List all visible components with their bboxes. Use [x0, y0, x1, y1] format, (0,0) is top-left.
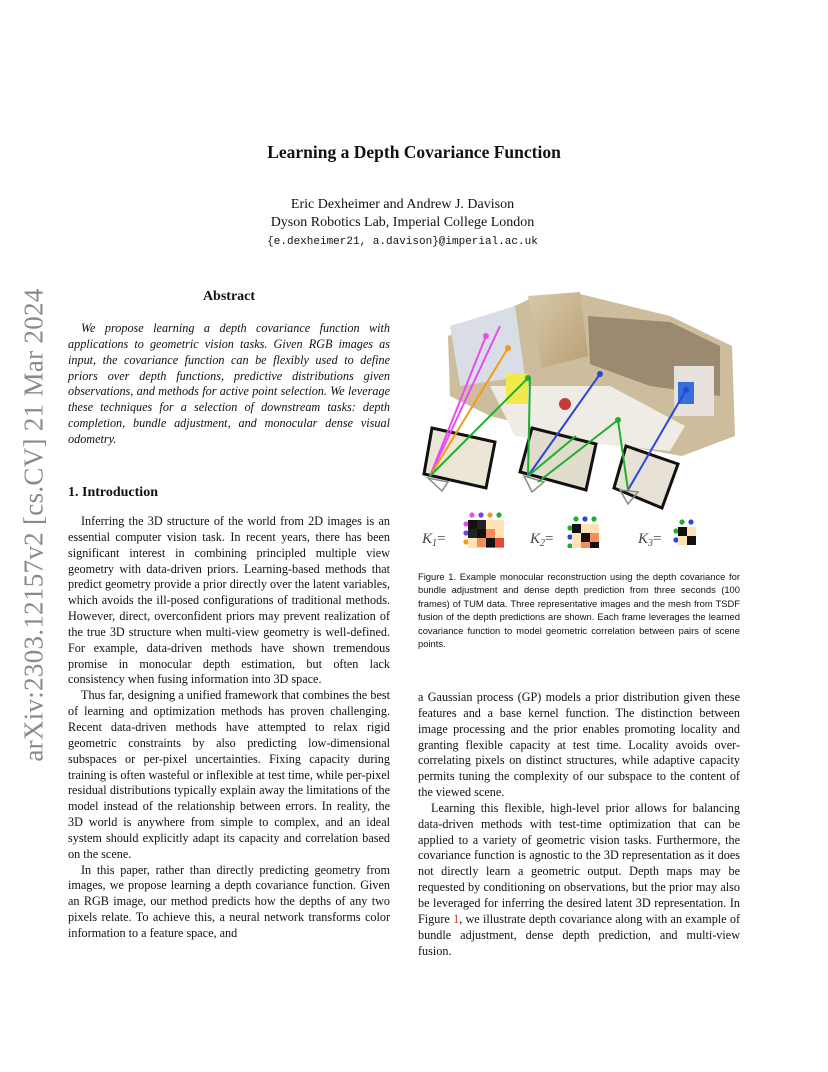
intro-paragraph-5-end: , we illustrate depth covariance along with an example of bundle adjustment, dense depth prediction, and multi-view fusion. [418, 911, 740, 958]
intro-paragraph-5-text: Learning this flexible, high-level prior allows for balancing data-driven methods with test-time optimization that can be applied to a variety of geometric vision tasks. Furthermore, the covariance function is agnostic to the 3D representation as it does not directly learn a geometric output. Depth maps may be requested by conditioning on observations, but the prior may also be leveraged for inferring the desired latent 3D representation. In Figure [418, 800, 740, 926]
paper-affiliation: Dyson Robotics Lab, Imperial College London [270, 215, 535, 230]
k2-cell [581, 533, 590, 542]
point-magenta [483, 333, 489, 339]
point-orange [505, 345, 511, 351]
covariance-k3 [637, 519, 696, 548]
k1-cell [468, 529, 477, 538]
k2-dot-row-3 [567, 543, 572, 548]
k1-cell [468, 520, 477, 529]
k1-dot-row-3 [463, 539, 468, 544]
camera-frame-1 [424, 428, 495, 491]
k1-dot-row-2 [463, 530, 468, 535]
intro-right-column [418, 690, 740, 959]
point-green-2 [615, 417, 621, 423]
arxiv-stamp [14, 290, 54, 760]
k2-dot-col-1 [573, 516, 578, 521]
figure-1-illustration [420, 286, 740, 548]
k1-dot-col-1 [469, 512, 474, 517]
k2-dot-col-2 [582, 516, 587, 521]
k3-cell [687, 527, 696, 536]
abstract-body [68, 321, 390, 448]
k1-cell [486, 529, 495, 538]
k1-dot-col-2 [478, 512, 483, 517]
k3-dot-row-1 [673, 528, 678, 533]
k1-cell [495, 538, 504, 547]
k3-dot-col-2 [688, 519, 693, 524]
intro-paragraph-4: a Gaussian process (GP) models a prior distribution given these features and a base kernel function. The distinction between image processing and the prior enables promoting locality and granting flexible capacity at test time. Locality avoids over-correlating pixels on distinct structures, while adaptive capacity permits tuning the complexity of our subspace to the content of the viewed scene. [418, 690, 740, 800]
k3-cell [678, 527, 687, 536]
k2-dot-row-1 [567, 525, 572, 530]
covariance-k1 [421, 512, 504, 548]
k1-cell [495, 520, 504, 529]
k2-cell [590, 542, 599, 548]
paper-title: Learning a Depth Covariance Function [267, 142, 561, 162]
point-blue-2 [683, 387, 689, 393]
intro-paragraph-5 [418, 801, 740, 959]
k1-cell [477, 520, 486, 529]
intro-left-column [68, 514, 390, 942]
k2-cell [581, 524, 590, 533]
k2-cell [572, 524, 581, 533]
abstract-text: We propose learning a depth covariance function with applications to geometric vision tasks. Given RGB images as input, the covariance function can be flexibly used to define priors over depth functions, predictive distributions given observations, and methods for active point selection. We leverage these techniques for a selection of downstream tasks: depth completion, bundle adjustment, and monocular dense visual odometry. [68, 321, 390, 446]
arxiv-stamp-text: arXiv:2303.12157v2 [cs.CV] 21 Mar 2024 [18, 288, 49, 762]
abstract-heading: Abstract [202, 289, 256, 304]
k3-dot-row-2 [673, 537, 678, 542]
k1-dot-row-1 [463, 521, 468, 526]
paper-emails: {e.dexheimer21, a.davison}@imperial.ac.uk [267, 236, 538, 248]
k1-cell [495, 547, 504, 548]
covariance-k2 [529, 516, 599, 548]
section-heading-introduction: 1. Introduction [68, 485, 158, 500]
point-blue [597, 371, 603, 377]
k3-cell [687, 536, 696, 545]
k3-label: $K_3=$ [638, 531, 662, 548]
k3-cell [678, 536, 687, 545]
k2-cell [572, 542, 581, 548]
intro-paragraph-3: In this paper, rather than directly predicting geometry from images, we propose learning a depth covariance function. Given an RGB image, our method predicts how the depths of any two pixels relate. To achieve this, a neural network transforms color information to a feature space, and [68, 862, 390, 940]
mesh-red-object [559, 398, 571, 410]
k2-cell [590, 524, 599, 533]
k1-cell [477, 538, 486, 547]
k1-cell [477, 529, 486, 538]
k1-cell [486, 547, 495, 548]
k1-cell [495, 529, 504, 538]
k1-cell [468, 547, 477, 548]
intro-paragraph-1: Inferring the 3D structure of the world from 2D images is an essential computer vision task. In recent years, there has been significant interest in combining principled multiple view geometry with data-driven priors. Learning-based methods that predict geometry provide a prior directly over the latent variables, which avoids the ill-posed configurations of traditional methods. However, direct, overconfident priors may prevent realization of the true 3D structure when multi-view geometry is well-defined. For example, data-driven methods have shown tremendous promise in monocular depth estimation, but often lack consistency when fusing information into 3D space. [68, 514, 390, 687]
k2-cell [581, 542, 590, 548]
figure-1-caption: Figure 1. Example monocular reconstruction using the depth covariance for bundle adjustment and dense depth prediction from three seconds (100 frames) of TUM data. Three representative images and the mesh from TSDF fusion of the depth predictions are shown. Each frame leverages the learned covariance function to model geometric correlation between pairs of scene points. [418, 571, 740, 650]
point-green [525, 375, 531, 381]
figure-1 [420, 286, 740, 548]
k2-dot-col-3 [591, 516, 596, 521]
k3-dot-col-1 [679, 519, 684, 524]
k2-cell [590, 533, 599, 542]
k1-cell [486, 538, 495, 547]
k2-dot-row-2 [567, 534, 572, 539]
k1-label: $K_1=$ [422, 531, 446, 548]
k1-cell [477, 547, 486, 548]
paper-authors: Eric Dexheimer and Andrew J. Davison [290, 197, 515, 212]
k1-cell [486, 520, 495, 529]
k1-cell [468, 538, 477, 547]
intro-paragraph-2: Thus far, designing a unified framework that combines the best of learning and optimization methods has proven challenging. Recent data-driven methods have attempted to relax rigid geometric constraints by also predicting low-dimensional subspaces or per-pixel uncertainties. Fixing capacity during training is often wasteful or inflexible at test time, while per-pixel residual distributions typically explain away the limitations of the model instead of the relationship between errors. In reality, the 3D world is anywhere from simple to complex, and an ideal system should explicitly adapt its capacity and correlation based on the scene. [68, 688, 390, 861]
k1-dot-col-4 [496, 512, 501, 517]
k2-label: $K_2=$ [530, 531, 554, 548]
k1-dot-col-3 [487, 512, 492, 517]
figure-reference-link[interactable]: 1 [453, 911, 460, 926]
k2-cell [572, 533, 581, 542]
